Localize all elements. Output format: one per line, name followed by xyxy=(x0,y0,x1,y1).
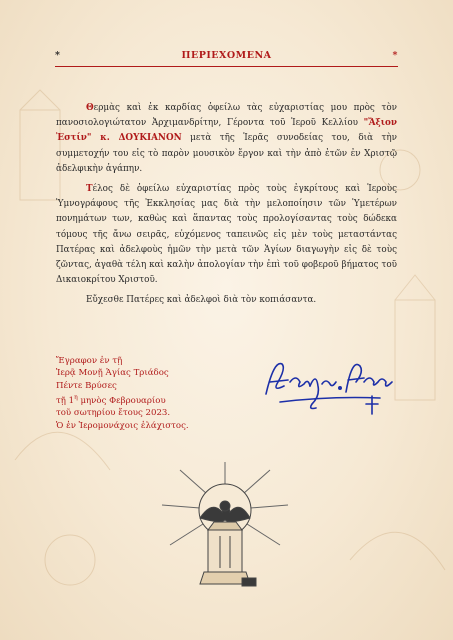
body-text xyxy=(56,101,397,309)
paragraph-3: Εὔχεσθε Πατέρες καὶ ἀδελφοὶ διὰ τὸν κοπιάσαντα. xyxy=(86,295,317,306)
p2-initial: Τ xyxy=(86,184,93,195)
signoff-date-sup: η xyxy=(74,394,78,402)
signoff xyxy=(56,355,189,432)
header-star-left: * xyxy=(55,50,61,61)
p1-text-b: μετὰ τῆς Ἱερᾶς συνοδείας του, διὰ τὴν συμμετοχήν του εἰς τὸ παρὸν μουσικὸν ἔργον καὶ τὴν ἀπὸ ἐτῶν ἐν Χριστῷ ἀδελφικὴν ἀγάπην. xyxy=(56,133,397,174)
paragraph-1 xyxy=(56,101,397,177)
p2-text: έλος δὲ ὀφείλω εὐχαριστίας πρὸς τοὺς ἐγκρίτους καὶ Ἱεροὺς Ὑμνογράφους τῆς Ἐκκλησίας μας διὰ τὴν μελοποίησιν τῶν Ὑμετέρων πονημάτων των, καθὼς καὶ ἅπαντας τοὺς προλογίσαντας τοὺς δώδεκα τόμους τῆς ἄνω σειρᾶς, εὐχόμενος ταπεινῶς εἰς μὲν τοὺς μεταστάντας Πατέρας καὶ ἀδελφοὺς ἡμῶν τὴν μετὰ τῶν Ἁγίων διαγωγὴν εἰς δὲ τοὺς ζῶντας, ἀγαθὰ τέλη καὶ καλὴν ἀπολογίαν τὴν ἐπὶ τοῦ φοβεροῦ βήματος τοῦ Δικαιοκρίτου Χριστοῦ. xyxy=(56,184,397,286)
signoff-line-5: τοῦ σωτηρίου ἔτους 2023. xyxy=(56,408,171,419)
signoff-line-3: Πέντε Βρύσες xyxy=(56,380,117,391)
signoff-line-1: Ἔγραφον ἐν τῇ xyxy=(56,356,123,366)
signoff-line-6: Ὁ ἐν Ἱερομονάχοις ἐλάχιστος. xyxy=(56,420,189,431)
header-star-right: * xyxy=(392,50,398,61)
header-rule xyxy=(55,66,398,67)
p1-text-a: ερμὰς καὶ ἐκ καρδίας ὀφείλω τὰς εὐχαριστίας μου πρὸς τὸν πανοσιολογιώτατον Ἀρχιμανδρίτην, Γέροντα τοῦ Ἱεροῦ Κελλίου xyxy=(56,103,397,129)
signoff-line-2: Ἱερᾷ Μονῇ Ἁγίας Τριάδος xyxy=(56,368,169,379)
eagle-ambo-emblem-icon xyxy=(160,460,290,600)
page-header xyxy=(55,50,398,64)
signoff-date-pre: τῇ 1 xyxy=(56,396,75,407)
p1-highlight: "Ἄξιον Ἐστίν" κ. ΔΟΥΚΙΑΝΟΝ xyxy=(56,118,397,144)
paragraph-2 xyxy=(56,182,397,288)
signoff-date-post: μηνὸς Φεβρουαρίου xyxy=(77,396,166,407)
signoff-line-4 xyxy=(56,392,189,407)
p1-initial: Θ xyxy=(86,103,94,113)
header-title: ΠΕΡΙΕΧΟΜΕΝΑ xyxy=(181,50,272,61)
handwritten-signature xyxy=(260,352,400,427)
